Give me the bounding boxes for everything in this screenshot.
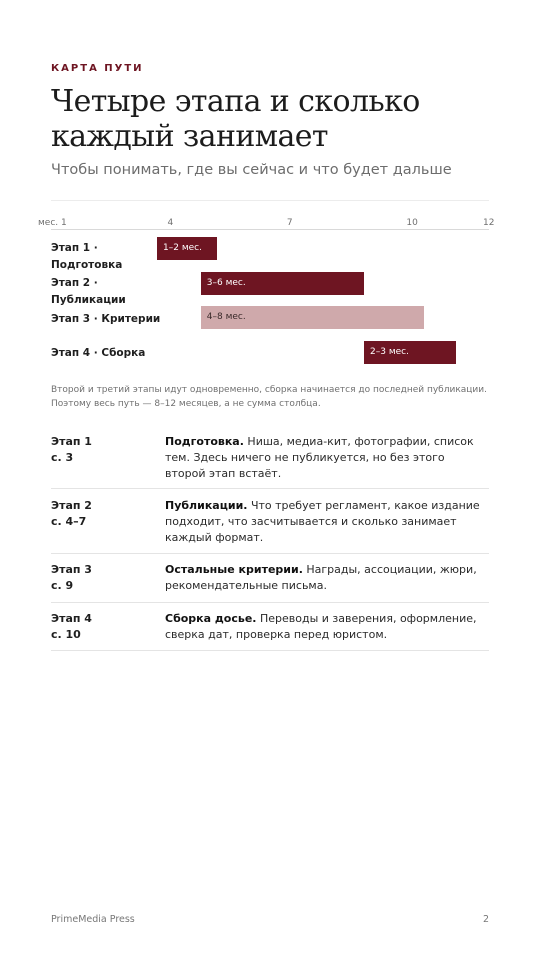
- x-tick-label: мес. 1: [38, 218, 67, 228]
- stage-description-text: Что требует регламент, какое издание подходит, что засчитывается и сколько занимает каждый формат.: [165, 499, 480, 544]
- stage-page: с. 10: [51, 628, 81, 641]
- stage-description: [165, 562, 483, 594]
- x-tick-label: 7: [286, 218, 293, 228]
- gantt-bar: 1–2 мес.: [157, 237, 217, 260]
- stage-description-text: Переводы и заверения, оформление, сверка дат, проверка перед юристом.: [165, 612, 477, 641]
- gantt-row-label: Этап 1 · Подготовка: [51, 242, 123, 271]
- row-divider: [51, 553, 489, 554]
- stage-description-text: Ниша, медиа-кит, фотографии, список тем. Здесь ничего не публикуется, но без этого второй этап встаёт.: [165, 435, 474, 480]
- stage-description: [165, 434, 483, 482]
- page-title: Четыре этапа и сколько каждый занимает: [51, 84, 420, 154]
- stage-label: [51, 498, 151, 530]
- gantt-bar: 3–6 мес.: [201, 272, 364, 295]
- footer-publisher: PrimeMedia Press: [51, 914, 135, 925]
- stage-name: Этап 1: [51, 435, 92, 448]
- stage-page: с. 4–7: [51, 515, 87, 528]
- gantt-bar: 4–8 мес.: [201, 306, 424, 329]
- row-divider: [51, 602, 489, 603]
- stage-label: [51, 434, 151, 466]
- gantt-row-label: Этап 2 · Публикации: [51, 277, 126, 306]
- stage-label: [51, 611, 151, 643]
- stage-description-title: Публикации.: [165, 499, 248, 512]
- x-tick-label: 4: [167, 218, 174, 228]
- page-subtitle: Чтобы понимать, где вы сейчас и что будет дальше: [51, 162, 452, 178]
- header-divider: [51, 200, 489, 201]
- gantt-bar: 2–3 мес.: [364, 341, 456, 364]
- x-tick-label: 10: [406, 218, 418, 228]
- stage-name: Этап 3: [51, 563, 92, 576]
- stage-name: Этап 2: [51, 499, 92, 512]
- stage-description: [165, 498, 483, 546]
- eyebrow: КАРТА ПУТИ: [51, 63, 144, 74]
- stage-label: [51, 562, 151, 594]
- stage-description-text: Награды, ассоциации, жюри, рекомендательные письма.: [165, 563, 477, 592]
- stage-name: Этап 4: [51, 612, 92, 625]
- stage-page: с. 3: [51, 451, 74, 464]
- chart-note: Второй и третий этапы идут одновременно, сборка начинается до последней публикации. Поэтому весь путь — 8–12 месяцев, а не сумма столбца.: [51, 385, 487, 409]
- x-axis-line: [51, 229, 489, 230]
- gantt-row-label: Этап 4 · Сборка: [51, 347, 146, 359]
- footer-page-number: 2: [482, 914, 489, 925]
- row-divider: [51, 488, 489, 489]
- stage-description-title: Подготовка.: [165, 435, 244, 448]
- row-divider: [51, 650, 489, 651]
- stage-description: [165, 611, 483, 643]
- gantt-row-label: Этап 3 · Критерии: [51, 313, 161, 325]
- stage-page: с. 9: [51, 579, 74, 592]
- stage-description-title: Сборка досье.: [165, 612, 257, 625]
- x-tick-label: 12: [483, 218, 495, 228]
- stage-description-title: Остальные критерии.: [165, 563, 303, 576]
